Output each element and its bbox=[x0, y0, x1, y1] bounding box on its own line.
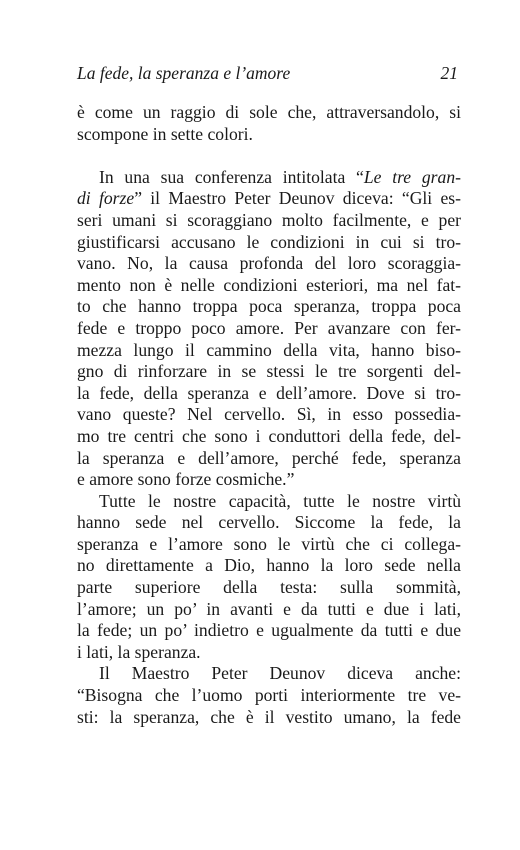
text-run: seri umani si scoraggiano molto facilmente, e per bbox=[77, 209, 461, 230]
text-run: sti: la speranza, che è il vestito umano, la fede bbox=[77, 706, 461, 727]
paragraph bbox=[77, 663, 461, 728]
text-run: la fede; un po’ indietro e ugualmente da tutti e due bbox=[77, 620, 461, 641]
running-header bbox=[77, 63, 458, 87]
text-run: gno di rinforzare in se stessi le tre sorgenti del- bbox=[77, 361, 461, 382]
paragraph bbox=[77, 491, 461, 664]
text-line bbox=[77, 253, 461, 275]
text-line bbox=[77, 124, 461, 146]
text-line bbox=[77, 167, 461, 189]
text-line bbox=[77, 685, 461, 707]
text-run: mo tre centri che sono i conduttori della fede, del- bbox=[77, 425, 461, 446]
text-run: i lati, la speranza. bbox=[77, 641, 201, 662]
text-line bbox=[77, 404, 461, 426]
text-run: hanno sede nel cervello. Siccome la fede, la bbox=[77, 512, 461, 533]
text-line bbox=[77, 210, 461, 232]
paragraph bbox=[77, 102, 461, 145]
text-line bbox=[77, 707, 461, 729]
text-line bbox=[77, 512, 461, 534]
text-line bbox=[77, 296, 461, 318]
text-line bbox=[77, 102, 461, 124]
text-run: Tutte le nostre capacità, tutte le nostre virtù bbox=[99, 490, 461, 511]
text-run: l’amore; un po’ in avanti e da tutti e due i lati, bbox=[77, 598, 461, 619]
text-line bbox=[77, 555, 461, 577]
text-run: giustificarsi accusano le condizioni in cui si tro- bbox=[77, 231, 461, 252]
text-line bbox=[77, 663, 461, 685]
text-line bbox=[77, 577, 461, 599]
text-line bbox=[77, 599, 461, 621]
text-run: scompone in sette colori. bbox=[77, 123, 253, 144]
text-line bbox=[77, 188, 461, 210]
text-run: ” il Maestro Peter Deunov diceva: “Gli es- bbox=[134, 188, 461, 209]
body-text bbox=[77, 102, 461, 728]
text-line bbox=[77, 340, 461, 362]
italic-title: di forze bbox=[77, 188, 135, 209]
text-line bbox=[77, 383, 461, 405]
text-run: e amore sono forze cosmiche.” bbox=[77, 469, 295, 490]
text-run: speranza e l’amore sono le virtù che ci collega- bbox=[77, 533, 461, 554]
text-line bbox=[77, 620, 461, 642]
page-number: 21 bbox=[440, 63, 458, 83]
text-line bbox=[77, 534, 461, 556]
text-run: fede e troppo poco amore. Per avanzare con fer- bbox=[77, 317, 461, 338]
text-line bbox=[77, 275, 461, 297]
text-line bbox=[77, 642, 461, 664]
text-run: è come un raggio di sole che, attraversandolo, si bbox=[77, 102, 461, 122]
text-run: “Bisogna che l’uomo porti interiormente tre ve- bbox=[77, 685, 461, 706]
text-run: no direttamente a Dio, hanno la loro sede nella bbox=[77, 555, 461, 576]
italic-title: Le tre gran- bbox=[363, 166, 461, 187]
text-line bbox=[77, 426, 461, 448]
text-line bbox=[77, 469, 461, 491]
paragraph-gap bbox=[77, 145, 461, 167]
text-run: la fede, della speranza e dell’amore. Dove si tro- bbox=[77, 382, 461, 403]
text-line bbox=[77, 361, 461, 383]
text-line bbox=[77, 448, 461, 470]
text-run: vano queste? Nel cervello. Sì, in esso possedia- bbox=[77, 404, 461, 425]
text-run: vano. No, la causa profonda del loro scoraggia- bbox=[77, 253, 461, 274]
text-run: Il Maestro Peter Deunov diceva anche: bbox=[99, 663, 461, 684]
text-run: mento non è nelle condizioni esteriori, ma nel fat- bbox=[77, 274, 461, 295]
text-run: mezza lungo il cammino della vita, hanno biso- bbox=[77, 339, 461, 360]
text-run: In una sua conferenza intitolata “ bbox=[99, 166, 364, 187]
text-run: la speranza e dell’amore, perché fede, speranza bbox=[77, 447, 461, 468]
text-run: parte superiore della testa: sulla sommità, bbox=[77, 577, 461, 598]
text-run: to che hanno troppa poca speranza, troppa poca bbox=[77, 296, 461, 317]
text-line bbox=[77, 232, 461, 254]
text-line bbox=[77, 491, 461, 513]
text-line bbox=[77, 318, 461, 340]
paragraph bbox=[77, 167, 461, 491]
running-title: La fede, la speranza e l’amore bbox=[77, 63, 291, 83]
